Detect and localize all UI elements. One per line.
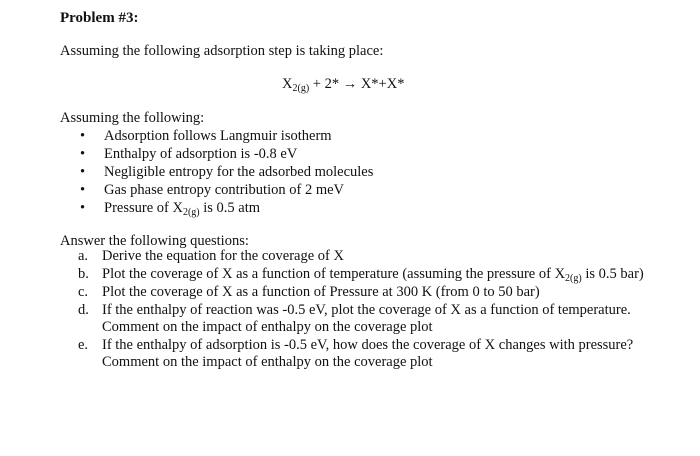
question-item-d	[78, 302, 648, 336]
equation-rest: + 2* → X*+X*	[309, 76, 405, 92]
question-item-c	[78, 284, 648, 301]
assumption-item	[80, 181, 373, 199]
assumption-item	[80, 199, 373, 217]
bullet-icon: •	[80, 200, 86, 216]
equation-species: X	[282, 76, 293, 92]
assumptions-heading: Assuming the following:	[60, 110, 205, 126]
question-b-subscript: 2(g)	[565, 273, 582, 284]
equation-subscript: 2(g)	[292, 83, 310, 94]
question-item-a	[78, 248, 648, 265]
question-b-prefix: Plot the coverage of X as a function of temperature (assuming the pressure of X	[102, 266, 566, 282]
assumption-text: Adsorption follows Langmuir isotherm	[104, 128, 332, 144]
question-text: Derive the equation for the coverage of X	[102, 248, 344, 264]
question-comment: Comment on the impact of enthalpy on the coverage plot	[102, 319, 433, 335]
assumption-text: Enthalpy of adsorption is -0.8 eV	[104, 146, 298, 162]
assumption-text: Negligible entropy for the adsorbed molecules	[104, 164, 374, 180]
questions-heading: Answer the following questions:	[60, 233, 249, 249]
bullet-icon: •	[80, 164, 86, 180]
question-item-b	[78, 266, 648, 283]
problem-title: Problem #3:	[60, 10, 139, 26]
question-b-suffix: is 0.5 bar)	[581, 266, 644, 282]
assumption-text: Gas phase entropy contribution of 2 meV	[104, 182, 345, 198]
adsorption-equation	[282, 76, 404, 93]
assumption-item	[80, 163, 373, 181]
bullet-icon: •	[80, 146, 86, 162]
question-item-e	[78, 337, 648, 371]
pressure-suffix: is 0.5 atm	[199, 200, 261, 216]
pressure-prefix: Pressure of X	[104, 200, 183, 216]
assumptions-list	[80, 127, 373, 217]
question-text	[102, 266, 644, 282]
question-letter: e.	[78, 337, 89, 353]
assumption-text	[104, 200, 260, 216]
bullet-icon: •	[80, 182, 86, 198]
questions-list	[78, 248, 648, 372]
question-text: Plot the coverage of X as a function of Pressure at 300 K (from 0 to 50 bar)	[102, 284, 540, 300]
question-letter: d.	[78, 302, 89, 318]
assumption-item	[80, 127, 373, 145]
question-text: If the enthalpy of reaction was -0.5 eV, plot the coverage of X as a function of temperature.	[102, 302, 631, 318]
question-letter: b.	[78, 266, 89, 282]
assumption-item	[80, 145, 373, 163]
intro-text: Assuming the following adsorption step is taking place:	[60, 43, 384, 59]
question-text: If the enthalpy of adsorption is -0.5 eV, how does the coverage of X changes with pressure?	[102, 337, 634, 353]
question-comment: Comment on the impact of enthalpy on the coverage plot	[102, 354, 433, 370]
question-letter: a.	[78, 248, 89, 264]
bullet-icon: •	[80, 128, 86, 144]
question-letter: c.	[78, 284, 89, 300]
pressure-subscript: 2(g)	[182, 207, 200, 218]
